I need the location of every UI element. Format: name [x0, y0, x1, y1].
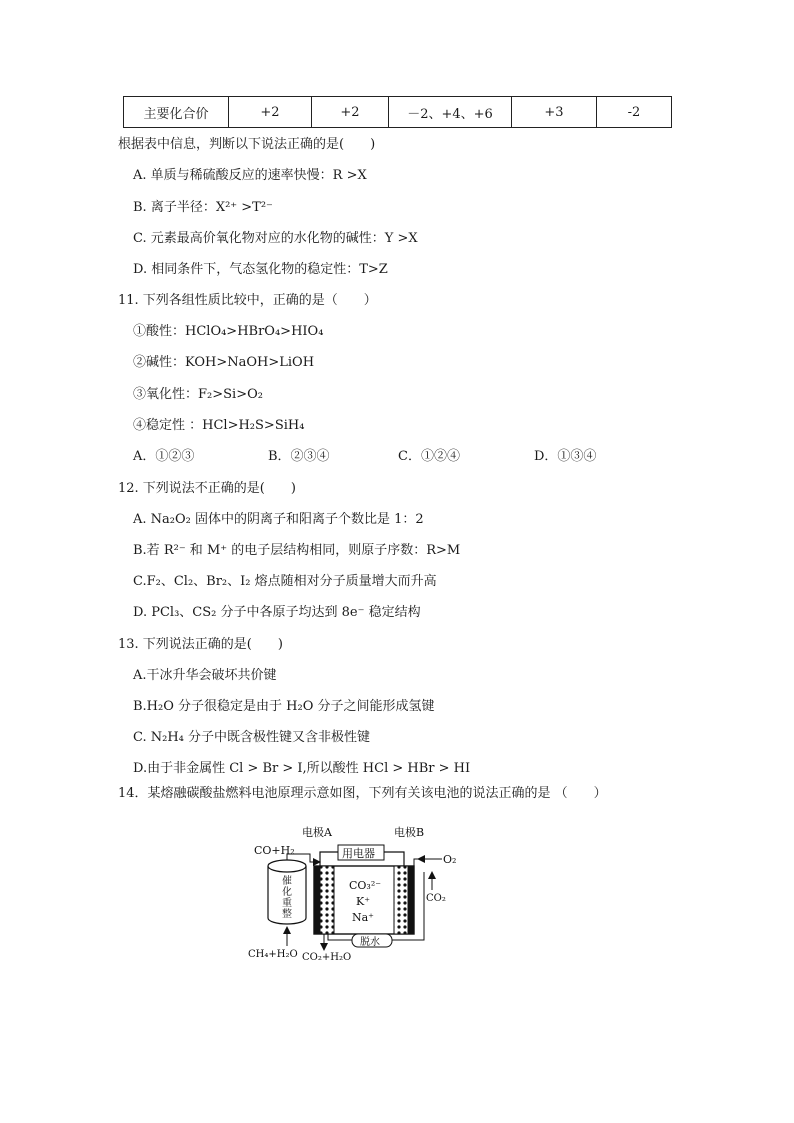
reformer-char: 催: [282, 876, 292, 887]
recycle-pipe-left: [328, 934, 352, 940]
table-cell: +2: [229, 97, 312, 128]
choice-c: C．①②④: [398, 449, 460, 464]
question-11-stem: 11. 下列各组性质比较中，正确的是（ ）: [118, 293, 377, 308]
outlet-label: CO₂+H₂O: [302, 952, 352, 963]
potassium-ion: K⁺: [356, 895, 371, 908]
statement-4: ④稳定性 ：HCl>H₂S>SiH₄: [133, 418, 305, 433]
option-b: B. 离子半径：X²⁺ >T²⁻: [133, 200, 273, 215]
option-d: D. 相同条件下，气态氢化物的稳定性：T>Z: [133, 262, 388, 277]
table-row: [124, 97, 672, 128]
option-d: D. PCl₃、CS₂ 分子中各原子均达到 8e⁻ 稳定结构: [133, 605, 421, 620]
option-a: A. Na₂O₂ 固体中的阴离子和阳离子个数比是 1：2: [133, 512, 424, 527]
sodium-ion: Na⁺: [352, 911, 374, 924]
question-14-stem: 14．某熔融碳酸盐燃料电池原理示意如图，下列有关该电池的说法正确的是 （ ）: [118, 786, 607, 801]
reformer-char: 重: [282, 898, 292, 909]
reformer-input-label: CH₄+H₂O: [248, 949, 298, 960]
option-c: C. N₂H₄ 分子中既含极性键又含非极性键: [133, 730, 371, 745]
question-12-stem: 12. 下列说法不正确的是( ): [118, 481, 296, 496]
option-d: D.由于非金属性 Cl > Br > I,所以酸性 HCl > HBr > HI: [133, 761, 471, 776]
option-a: A. 单质与稀硫酸反应的速率快慢：R >X: [133, 168, 367, 183]
wire-left: [320, 852, 338, 866]
electrode-a-porous: [320, 866, 334, 934]
table-cell: +2: [312, 97, 389, 128]
electrode-b-porous: [394, 866, 408, 934]
reformer-char: 整: [282, 909, 292, 920]
electrode-a-label: 电极A: [302, 826, 332, 839]
statement-2: ②碱性：KOH>NaOH>LiOH: [133, 355, 315, 370]
option-b: B.若 R²⁻ 和 M⁺ 的电子层结构相同，则原子序数：R>M: [133, 543, 461, 558]
option-b: B.H₂O 分子很稳定是由于 H₂O 分子之间能形成氢键: [133, 699, 435, 714]
question-10-stem: 根据表中信息，判断以下说法正确的是( ): [118, 137, 376, 152]
electrode-a-plate: [314, 866, 320, 934]
valence-table: [123, 96, 672, 128]
statement-3: ③氧化性：F₂>Si>O₂: [133, 387, 263, 402]
reformer-char: 化: [282, 887, 292, 898]
option-a: A.干冰升华会破坏共价键: [133, 668, 277, 683]
table-cell: －2、+4、+6: [389, 97, 512, 128]
question-13-stem: 13. 下列说法正确的是( ): [118, 637, 283, 652]
fuel-input-label: CO+H₂: [254, 844, 295, 857]
choice-d: D．①③④: [534, 449, 597, 464]
choice-b: B．②③④: [268, 449, 330, 464]
oxygen-pipe: [414, 859, 442, 866]
dehydrator-label: 脱水: [360, 937, 380, 948]
wire-right: [384, 852, 404, 866]
electrode-b-label: 电极B: [394, 826, 425, 839]
co2-label: CO₂: [426, 893, 446, 904]
choice-a: A．①②③: [133, 449, 195, 464]
statement-1: ①酸性：HClO₄>HBrO₄>HIO₄: [133, 324, 324, 339]
table-cell: +3: [512, 97, 597, 128]
table-cell: -2: [597, 97, 672, 128]
electrode-b-plate: [408, 866, 414, 934]
fuel-cell-diagram: [246, 822, 468, 964]
option-c: C.F₂、Cl₂、Br₂、I₂ 熔点随相对分子质量增大而升高: [133, 574, 437, 589]
oxygen-label: O₂: [443, 853, 457, 866]
appliance-label: 用电器: [342, 847, 375, 860]
fuel-inlet-arrow: [300, 854, 320, 862]
carbonate-ion: CO₃²⁻: [349, 879, 382, 892]
table-header-cell: 主要化合价: [124, 97, 229, 128]
option-c: C. 元素最高价氧化物对应的水化物的碱性：Y >X: [133, 231, 418, 246]
